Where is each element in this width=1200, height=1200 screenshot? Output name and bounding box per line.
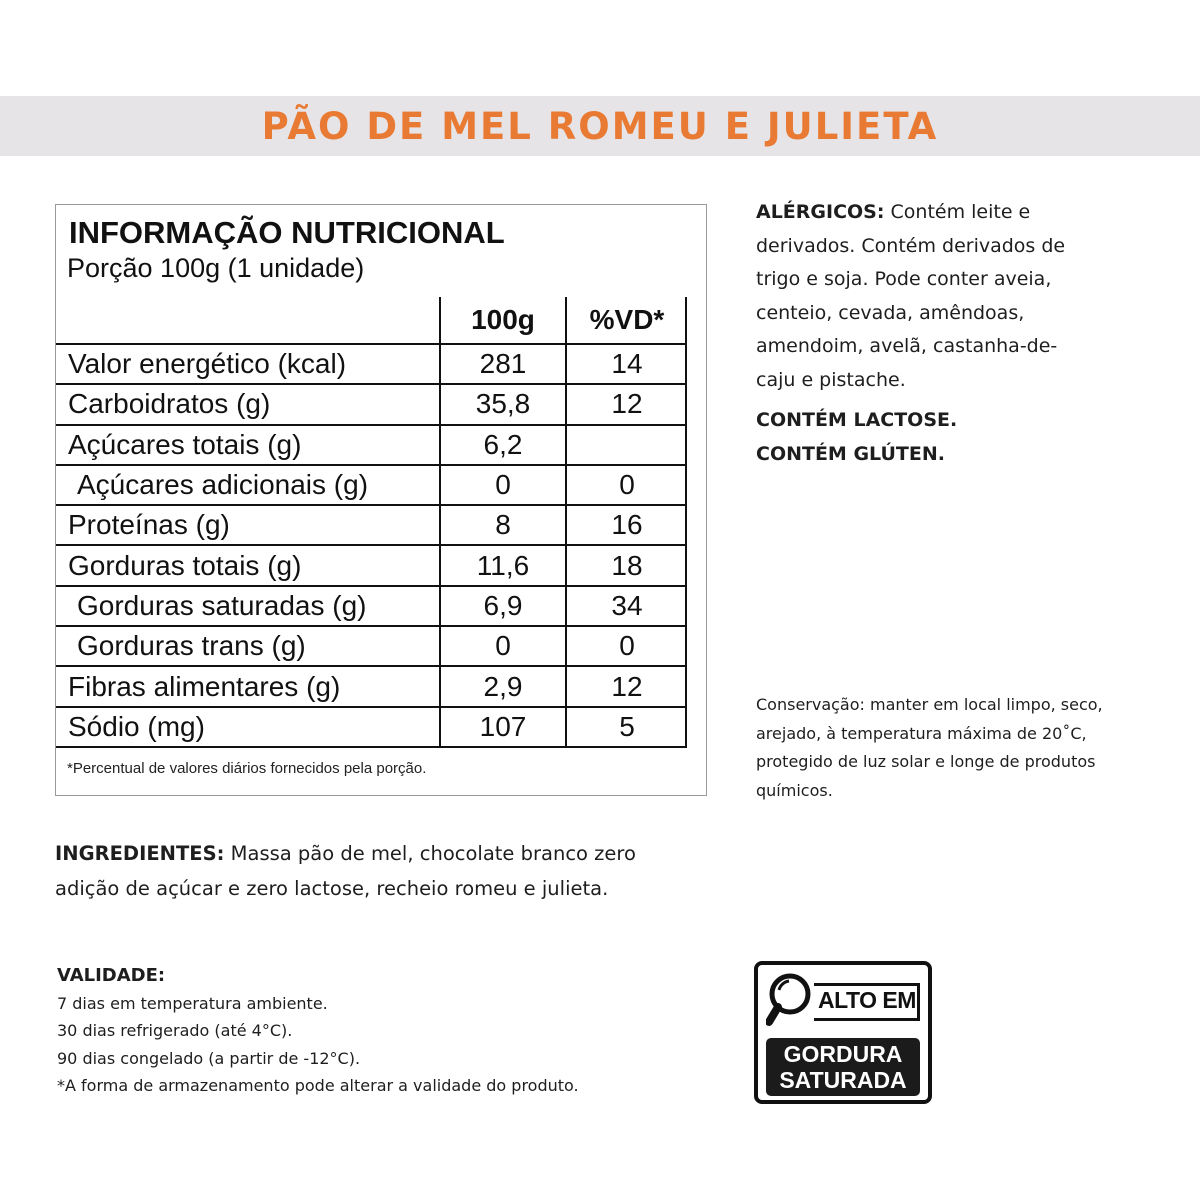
nutrient-label: Açúcares adicionais (g) xyxy=(77,469,369,501)
nutrient-label: Sódio (mg) xyxy=(68,710,205,742)
nutrition-heading: INFORMAÇÃO NUTRICIONAL xyxy=(69,215,505,250)
warnings xyxy=(756,403,957,471)
table-row xyxy=(56,706,687,746)
seal-nutrient-box xyxy=(766,1038,920,1096)
nutrition-table xyxy=(55,204,707,796)
allergens-text xyxy=(756,196,1086,397)
value-100g: 2,9 xyxy=(483,670,523,702)
value-vd: 0 xyxy=(619,469,635,501)
value-vd: 14 xyxy=(611,348,643,380)
header-vd: %VD* xyxy=(589,304,665,335)
seal-line-1: GORDURA xyxy=(783,1041,903,1067)
nutrient-label: Valor energético (kcal) xyxy=(68,348,347,380)
warning-gluten: CONTÉM GLÚTEN. xyxy=(756,443,945,465)
nutrient-label: Açúcares totais (g) xyxy=(68,428,302,460)
ingredients-text xyxy=(55,836,695,906)
value-vd xyxy=(567,426,687,464)
ingredients-label: INGREDIENTES: xyxy=(55,842,225,865)
table-row xyxy=(56,665,687,705)
seal-alto-em: ALTO EM xyxy=(818,987,916,1013)
value-100g: 0 xyxy=(495,469,511,501)
table-row xyxy=(56,424,687,464)
value-vd: 18 xyxy=(611,549,643,581)
nutrition-footnote: *Percentual de valores diários fornecidos pela porção. xyxy=(67,760,427,777)
value-vd: 34 xyxy=(611,589,643,621)
value-100g: 281 xyxy=(479,348,527,380)
value-100g: 6,2 xyxy=(483,428,523,460)
validity-title: VALIDADE: xyxy=(57,965,166,986)
value-vd: 12 xyxy=(611,388,643,420)
conservation-text: Conservação: manter em local limpo, seco, arejado, à temperatura máxima de 20˚C, protegido de luz solar e longe de produtos químicos. xyxy=(756,695,1103,800)
table-row xyxy=(56,544,687,584)
nutrient-label: Carboidratos (g) xyxy=(68,388,271,420)
validity-section xyxy=(57,962,579,1100)
product-title: PÃO DE MEL ROMEU E JULIETA xyxy=(261,104,939,148)
table-bottom-border xyxy=(56,746,687,748)
high-saturated-fat-seal xyxy=(754,961,932,1104)
nutrient-label: Fibras alimentares (g) xyxy=(68,670,341,702)
table-row xyxy=(56,464,687,504)
nutrient-label: Gorduras trans (g) xyxy=(77,630,306,662)
magnifier-icon xyxy=(766,970,826,1036)
value-100g: 35,8 xyxy=(475,388,531,420)
value-vd: 12 xyxy=(611,670,643,702)
nutrient-label: Gorduras totais (g) xyxy=(68,549,302,581)
validity-line: 90 dias congelado (a partir de -12°C). xyxy=(57,1048,361,1068)
table-row xyxy=(56,585,687,625)
value-vd: 0 xyxy=(619,630,635,662)
validity-note: *A forma de armazenamento pode alterar a validade do produto. xyxy=(57,1076,579,1095)
value-100g: 8 xyxy=(495,509,511,541)
allergens-label: ALÉRGICOS: xyxy=(756,201,885,223)
seal-line-2: SATURADA xyxy=(779,1067,907,1093)
value-100g: 6,9 xyxy=(483,589,523,621)
value-vd: 16 xyxy=(611,509,643,541)
table-row xyxy=(56,383,687,423)
nutrient-label: Proteínas (g) xyxy=(68,509,230,541)
ingredients-body: Massa pão de mel, chocolate branco zero adição de açúcar e zero lactose, recheio romeu e julieta. xyxy=(55,842,636,900)
warning-lactose: CONTÉM LACTOSE. xyxy=(756,409,958,431)
allergens-body: Contém leite e derivados. Contém derivados de trigo e soja. Pode conter aveia, centeio, cevada, amêndoas, amendoim, avelã, castanha-de-caju e pistache. xyxy=(756,201,1066,391)
validity-line: 30 dias refrigerado (até 4°C). xyxy=(57,1021,293,1040)
table-row xyxy=(56,343,687,383)
value-vd: 5 xyxy=(619,710,635,742)
nutrient-label: Gorduras saturadas (g) xyxy=(77,589,367,621)
nutrition-grid xyxy=(56,297,687,748)
header-100g: 100g xyxy=(471,304,535,335)
table-row xyxy=(56,504,687,544)
value-100g: 0 xyxy=(495,630,511,662)
table-header-row xyxy=(56,297,687,343)
portion-text: Porção 100g (1 unidade) xyxy=(67,253,365,283)
title-bar xyxy=(0,96,1200,156)
validity-line: 7 dias em temperatura ambiente. xyxy=(57,993,328,1013)
value-100g: 107 xyxy=(479,710,527,742)
table-row xyxy=(56,625,687,665)
value-100g: 11,6 xyxy=(476,549,530,581)
